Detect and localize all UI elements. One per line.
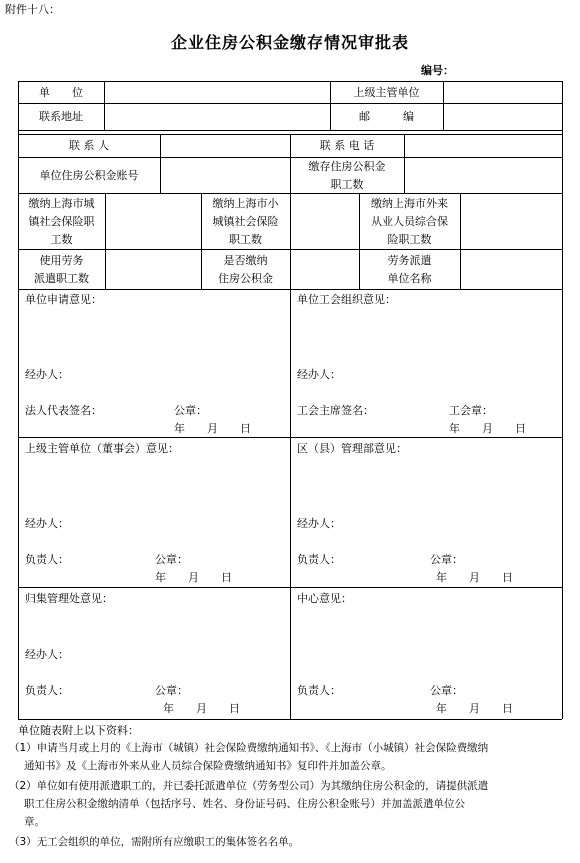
deposit-staff-label-line2: 职工数 <box>330 178 364 191</box>
contact-phone-field[interactable] <box>405 135 561 157</box>
serial-number-label: 编号： <box>421 64 454 77</box>
pays-fund-label-2: 住房公积金 <box>218 272 273 285</box>
superior-responsible-label: 负责人： <box>25 553 69 566</box>
note-2-line-3: 章。 <box>24 816 45 828</box>
dispatch-unit-name-label-2: 单位名称 <box>387 272 432 285</box>
center-seal-label: 公章： <box>430 684 463 697</box>
pays-fund-field[interactable] <box>291 250 358 289</box>
address-field[interactable] <box>105 104 329 130</box>
contact-phone-label: 联 系 电 话 <box>319 139 375 152</box>
small-town-insurance-label-1: 缴纳上海市小 <box>212 197 279 210</box>
district-date-label: 年 月 日 <box>436 571 513 584</box>
superior-date-label: 年 月 日 <box>155 571 232 584</box>
unit-date-label: 年 月 日 <box>174 422 251 435</box>
note-1-line-2: 通知书》及《上海市外来从业人员综合保险费缴纳通知书》复印件并加盖公章。 <box>24 760 392 772</box>
attachment-label: 附件十八： <box>5 3 60 16</box>
notes-intro: 单位随表附上以下资料： <box>18 724 139 737</box>
superior-seal-label: 公章： <box>155 553 188 566</box>
dispatch-unit-name-field[interactable] <box>461 250 561 289</box>
legal-rep-sign-label: 法人代表签名： <box>25 404 102 417</box>
migrant-insurance-label-1: 缴纳上海市外来 <box>371 197 448 210</box>
union-opinion-label: 单位工会组织意见： <box>297 293 396 306</box>
deposit-staff-field[interactable] <box>405 158 561 193</box>
district-operator-label: 经办人： <box>297 517 341 530</box>
dispatched-staff-label-2: 派遣职工数 <box>34 272 89 285</box>
pays-fund-label-1: 是否缴纳 <box>223 254 268 267</box>
postcode-label: 邮 编 <box>359 110 414 123</box>
center-opinion-label: 中心意见： <box>297 592 352 605</box>
migrant-insurance-label-2: 从业人员综合保 <box>371 215 448 228</box>
unit-opinion-label: 单位申请意见： <box>25 293 102 306</box>
superior-opinion-label: 上级主管单位（董事会）意见： <box>25 442 179 455</box>
union-date-label: 年 月 日 <box>449 422 526 435</box>
union-chair-sign-label: 工会主席签名： <box>297 404 374 417</box>
center-date-label: 年 月 日 <box>436 702 513 715</box>
dispatch-unit-name-label-1: 劳务派遣 <box>387 254 432 267</box>
urban-insurance-label-1: 缴纳上海市城 <box>28 197 95 210</box>
collection-seal-label: 公章： <box>155 684 188 697</box>
dispatched-staff-label-1: 使用劳务 <box>39 254 84 267</box>
collection-date-label: 年 月 日 <box>163 702 240 715</box>
superior-operator-label: 经办人： <box>25 517 69 530</box>
collection-opinion-label: 归集管理处意见： <box>25 592 113 605</box>
contact-person-field[interactable] <box>161 135 289 157</box>
migrant-insurance-label-3: 险职工数 <box>387 233 432 246</box>
union-operator-label: 经办人： <box>297 368 341 381</box>
superior-unit-label: 上级主管单位 <box>353 86 420 99</box>
dispatched-staff-field[interactable] <box>106 250 200 289</box>
deposit-staff-label-line1: 缴存住房公积金 <box>308 160 386 173</box>
unit-label: 单 位 <box>39 86 83 99</box>
account-number-field[interactable] <box>161 158 289 193</box>
note-1-line-1: （1）申请当月或上月的《上海市（城镇）社会保险费缴纳通知书》、《上海市（小城镇）社会保险费缴纳 <box>9 742 489 754</box>
center-responsible-label: 负责人： <box>297 684 341 697</box>
urban-insurance-label-2: 镇社会保险职 <box>28 215 95 228</box>
postcode-field[interactable] <box>444 104 561 130</box>
unit-seal-label: 公章： <box>174 404 207 417</box>
district-opinion-label: 区（县）管理部意见： <box>297 442 407 455</box>
unit-field[interactable] <box>105 82 329 103</box>
small-town-insurance-field[interactable] <box>291 194 358 249</box>
address-label: 联系地址 <box>39 110 83 123</box>
account-number-label: 单位住房公积金账号 <box>39 169 139 182</box>
district-responsible-label: 负责人： <box>297 553 341 566</box>
small-town-insurance-label-3: 职工数 <box>229 233 262 246</box>
note-3: （3）无工会组织的单位，需附所有应缴职工的集体签名名单。 <box>9 836 300 848</box>
collection-responsible-label: 负责人： <box>25 684 69 697</box>
urban-insurance-label-3: 工数 <box>50 233 73 246</box>
collection-operator-label: 经办人： <box>25 648 69 661</box>
superior-unit-field[interactable] <box>444 82 561 103</box>
small-town-insurance-label-2: 城镇社会保险 <box>212 215 279 228</box>
contact-person-label: 联 系 人 <box>69 139 109 152</box>
note-2-line-2: 职工住房公积金缴纳清单（包括序号、姓名、身份证号码、住房公积金账号）并加盖派遣单位公 <box>24 798 465 810</box>
district-seal-label: 公章： <box>430 553 463 566</box>
urban-insurance-field[interactable] <box>106 194 200 249</box>
migrant-insurance-field[interactable] <box>461 194 561 249</box>
center-opinion-area[interactable] <box>291 588 561 719</box>
note-2-line-1: （2）单位如有使用派遣职工的，并已委托派遣单位（劳务型公司）为其缴纳住房公积金的，请提供派遣 <box>9 780 489 792</box>
union-seal-label: 工会章： <box>449 404 493 417</box>
unit-operator-label: 经办人： <box>25 368 69 381</box>
page-title: 企业住房公积金缴存情况审批表 <box>170 33 409 52</box>
